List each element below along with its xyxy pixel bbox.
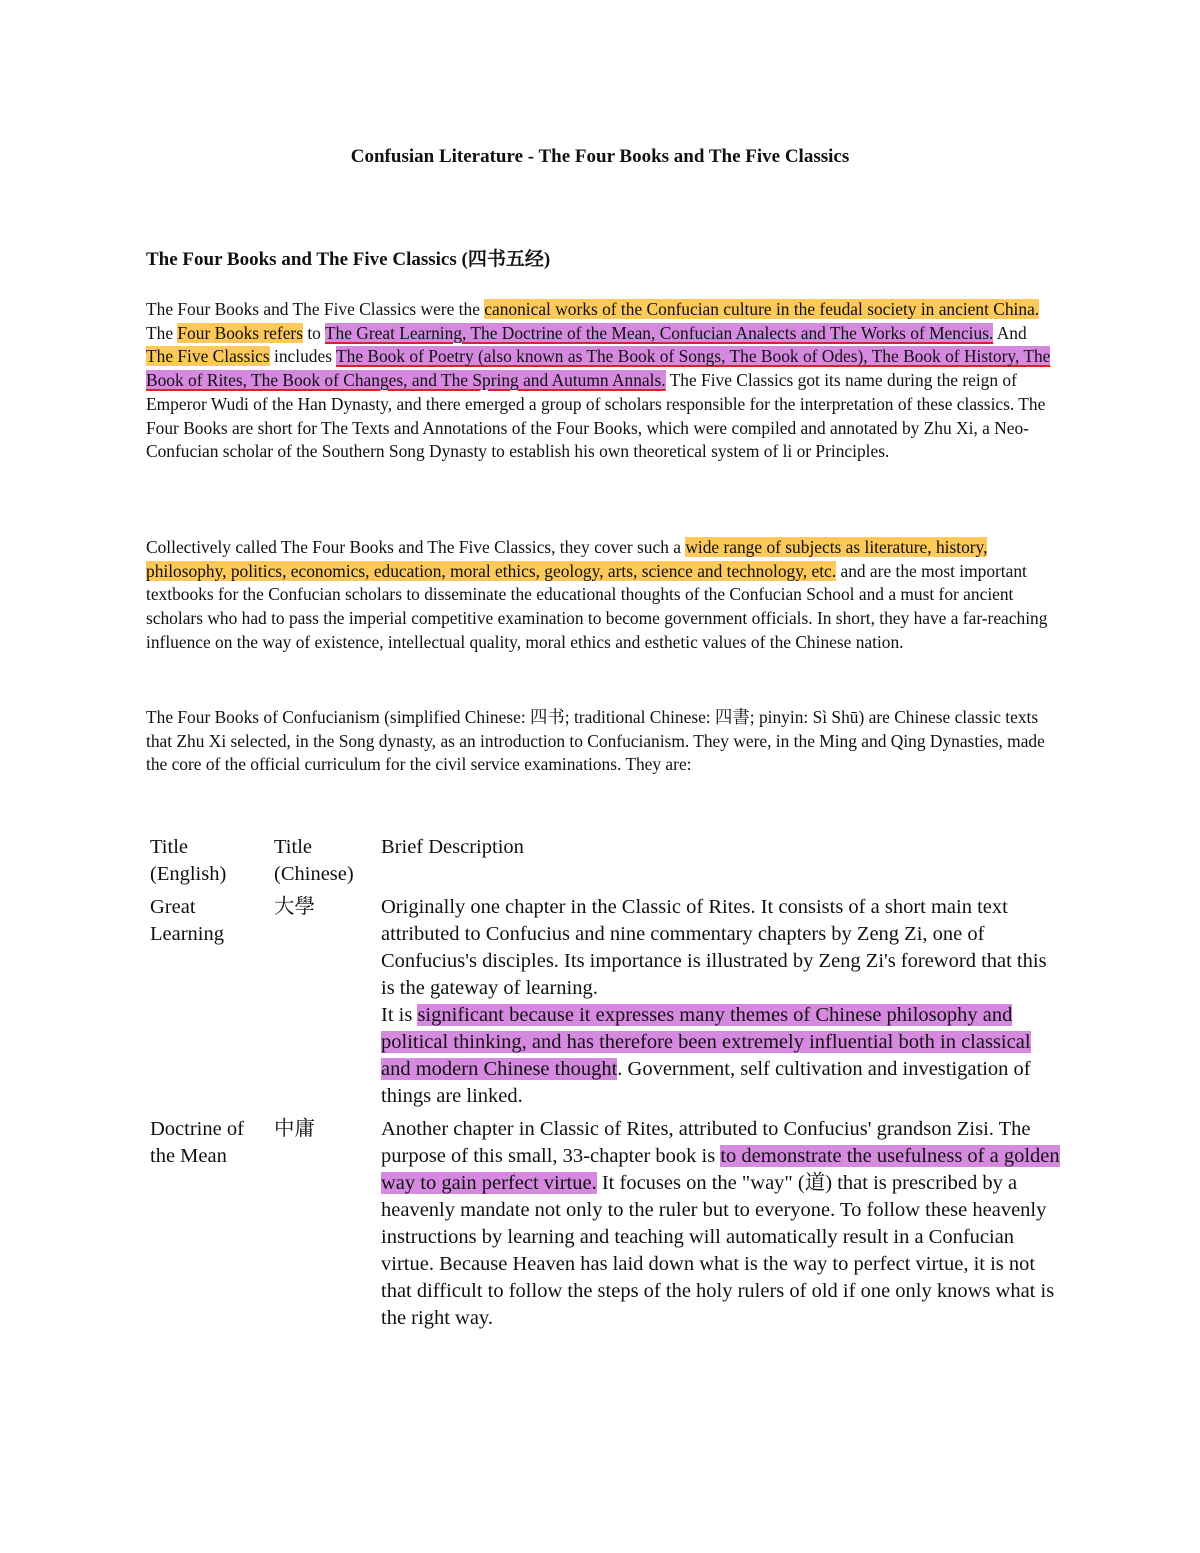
text-run: It focuses on the "way" (道) that is prescribed by a heavenly mandate not only to the ruler but to everyone. To follow these heavenly instructions by learning and teaching will automatically result in a Confucian virtue. Because Heaven has laid down what is the way to perfect virtue, it is not that difficult to follow the steps of the holy rulers of old if one only knows what is the right way. (381, 1172, 1055, 1329)
text-run: The Four Books and The Five Classics were the (146, 299, 485, 319)
cell-chinese-title: 中庸 (274, 1118, 315, 1140)
cell-description (377, 894, 1065, 1116)
header-description: Brief Description (381, 836, 524, 858)
table-row (146, 894, 1065, 1116)
text-run: It is (381, 1004, 418, 1026)
highlight-purple-underlined: The Book of Poetry (also known as The Book of Songs, The Book of Odes), The Book of History, The Book of Rites, The Book of Changes, and The Spring and Autumn Annals. (146, 346, 1051, 391)
section-heading: The Four Books and The Five Classics (四书五经) (146, 249, 551, 270)
table-header-row (146, 834, 1065, 894)
header-title-english: Title (English) (150, 836, 227, 885)
cell-chinese-title: 大學 (274, 896, 315, 918)
text-run: The Five Classics got its name during the reign of Emperor Wudi of the Han Dynasty, and there emerged a group of scholars responsible for the interpretation of these classics. The Four Books are short for The Texts and Annotations of the Four Books, which were compiled and annotated by Zhu Xi, a Neo-Confucian scholar of the Southern Song Dynasty to establish his own theoretical system of li or Principles. (146, 370, 1046, 462)
highlight-purple: to demonstrate the usefulness of a golden way to gain perfect virtue. (381, 1145, 1060, 1194)
text-run: includes (269, 346, 336, 367)
highlight-yellow: Four Books refers (177, 322, 303, 343)
header-title-chinese: Title (Chinese) (274, 836, 354, 885)
text-run: . Government, self cultivation and investigation of things are linked. (381, 1058, 1031, 1107)
paragraph-intro (146, 298, 1056, 464)
text-run: Another chapter in Classic of Rites, attributed to Confucius' grandson Zisi. The purpose of this small, 33-chapter book is (381, 1118, 1031, 1167)
text-run: and are the most important textbooks for the Confucian scholars to disseminate the educational thoughts of the Confucian School and a must for ancient scholars who had to pass the imperial competitive examination to become government officials. In short, they have a far-reaching influence on the way of existence, intellectual quality, moral ethics and esthetic values of the Chinese nation. (146, 560, 1048, 652)
paragraph-collective (146, 536, 1056, 655)
text-run: And (993, 322, 1027, 343)
text-run: to (302, 322, 325, 343)
highlight-yellow: wide range of subjects as literature, history, philosophy, politics, economics, education, moral ethics, geology, arts, science and technology, etc. (146, 537, 988, 581)
cell-english-title: Doctrine of the Mean (150, 1118, 244, 1167)
cell-description (377, 1116, 1065, 1338)
highlight-yellow: The Five Classics (146, 346, 270, 367)
text-run: The (146, 322, 178, 343)
four-books-table (146, 834, 1065, 1338)
text-run: Originally one chapter in the Classic of Rites. It consists of a short main text attributed to Confucius and nine commentary chapters by Zeng Zi, one of Confucius's disciples. Its importance is illustrated by Zeng Zi's foreword that this is the gateway of learning. (381, 896, 1047, 999)
highlight-yellow: canonical works of the Confucian culture in the feudal society in ancient China. (484, 299, 1040, 319)
highlight-purple: significant because it expresses many themes of Chinese philosophy and political thinking, and has therefore been extremely influential both in classical and modern Chinese thought (381, 1004, 1031, 1080)
cell-english-title: Great Learning (150, 896, 224, 945)
document-title: Confusian Literature - The Four Books and The Five Classics (350, 146, 850, 167)
highlight-purple-underlined: The Great Learning, The Doctrine of the Mean, Confucian Analects and The Works of Mencius. (324, 322, 994, 343)
text-run: Collectively called The Four Books and The Five Classics, they cover such a (146, 537, 686, 557)
table-row (146, 1116, 1065, 1338)
paragraph-four-books: The Four Books of Confucianism (simplified Chinese: 四书; traditional Chinese: 四書; pinyin: Sì Shū) are Chinese classic texts that Zhu Xi selected, in the Song dynasty, as an introduction to Confucianism. They were, in the Ming and Qing Dynasties, made the core of the official curriculum for the civil service examinations. They are: (146, 707, 1045, 775)
